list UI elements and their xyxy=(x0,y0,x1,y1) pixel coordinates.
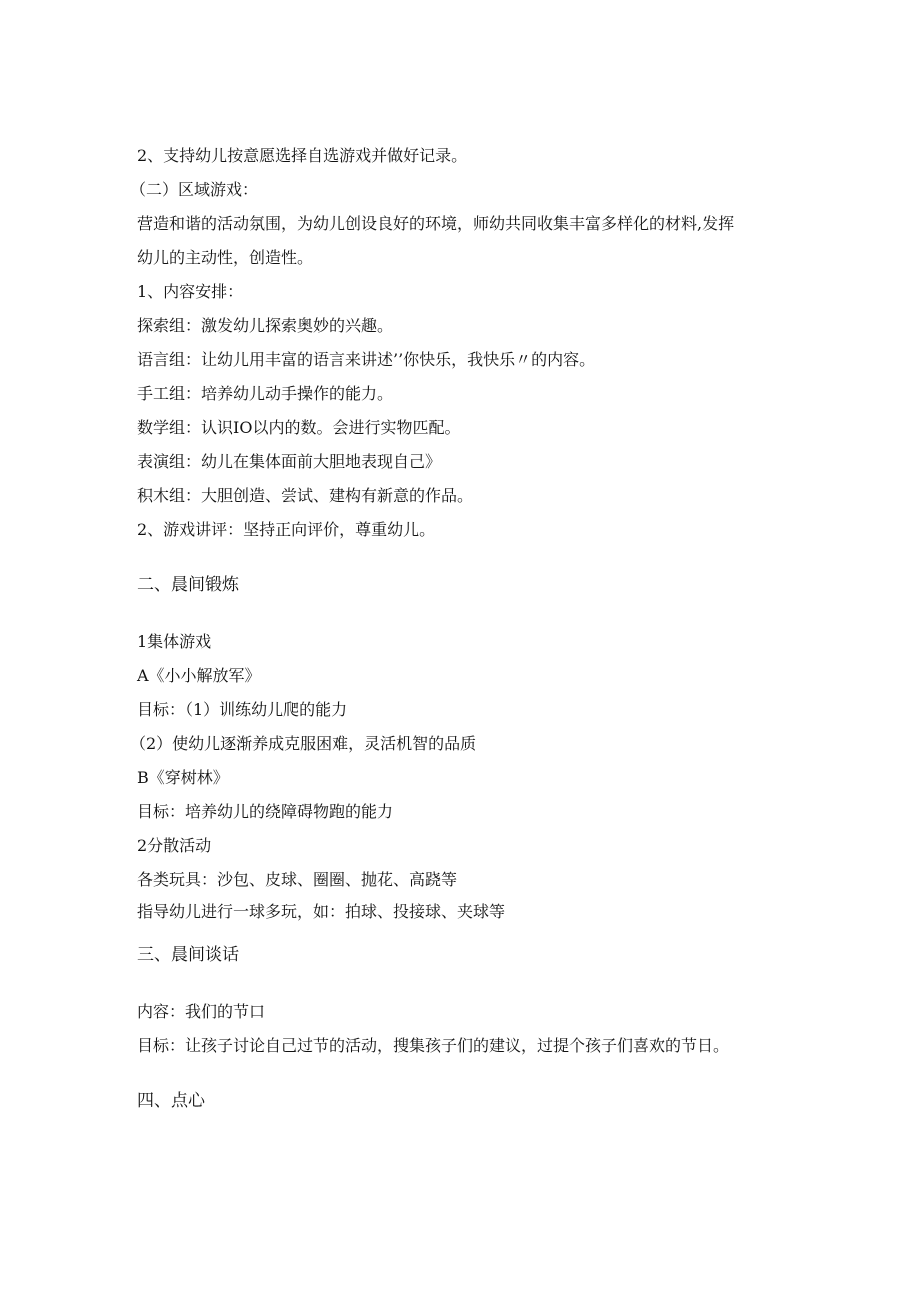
text-line-14: 1集体游戏 xyxy=(137,632,212,651)
text-line-25: 目标：让孩子讨论自己过节的活动，搜集孩子们的建议，过提个孩子们喜欢的节日。 xyxy=(137,1036,730,1055)
text-line-18: B《穿树林》 xyxy=(137,768,229,787)
text-line-19: 目标：培养幼儿的绕障碍物跑的能力 xyxy=(137,802,394,821)
text-line-1: 2、支持幼儿按意愿选择自选游戏并做好记录。 xyxy=(137,146,468,165)
text-line-7: 语言组：让幼儿用丰富的语言来讲述’’你快乐，我快乐〃的内容。 xyxy=(137,350,596,369)
text-line-24: 内容：我们的节口 xyxy=(137,1002,266,1021)
text-line-8: 手工组：培养幼儿动手操作的能力。 xyxy=(137,384,394,403)
text-line-9: 数学组：认识IO以内的数。会进行实物匹配。 xyxy=(137,418,461,437)
text-line-21: 各类玩具：沙包、皮球、圈圈、抛花、高跷等 xyxy=(137,870,458,889)
section-heading-regional-games: （二）区域游戏： xyxy=(130,180,259,199)
text-line-10: 表演组：幼儿在集体面前大胆地表现自己》 xyxy=(137,452,442,471)
text-line-20: 2分散活动 xyxy=(137,836,212,855)
section-heading-snack: 四、点心 xyxy=(137,1091,205,1111)
text-line-6: 探索组：激发幼儿探索奥妙的兴趣。 xyxy=(137,316,394,335)
section-heading-morning-exercise: 二、晨间锻炼 xyxy=(137,575,239,595)
section-heading-morning-talk: 三、晨间谈话 xyxy=(137,945,239,965)
text-line-16: 目标：（1）训练幼儿爬的能力 xyxy=(137,700,348,719)
text-line-15: A《小小解放军》 xyxy=(137,666,261,685)
text-line-17: （2）使幼儿逐渐养成克服困难，灵活机智的品质 xyxy=(130,734,477,753)
text-line-22: 指导幼儿进行一球多玩，如：拍球、投接球、夹球等 xyxy=(137,902,506,921)
text-line-11: 积木组：大胆创造、尝试、建构有新意的作品。 xyxy=(137,486,474,505)
text-line-5: 1、内容安排： xyxy=(137,282,244,301)
text-line-12: 2、游戏讲评：坚持正向评价，尊重幼儿。 xyxy=(137,520,436,539)
text-line-4: 幼儿的主动性，创造性。 xyxy=(137,248,314,267)
text-line-3: 营造和谐的活动氛围，为幼儿创设良好的环境，师幼共同收集丰富多样化的材料,发挥 xyxy=(137,214,735,233)
